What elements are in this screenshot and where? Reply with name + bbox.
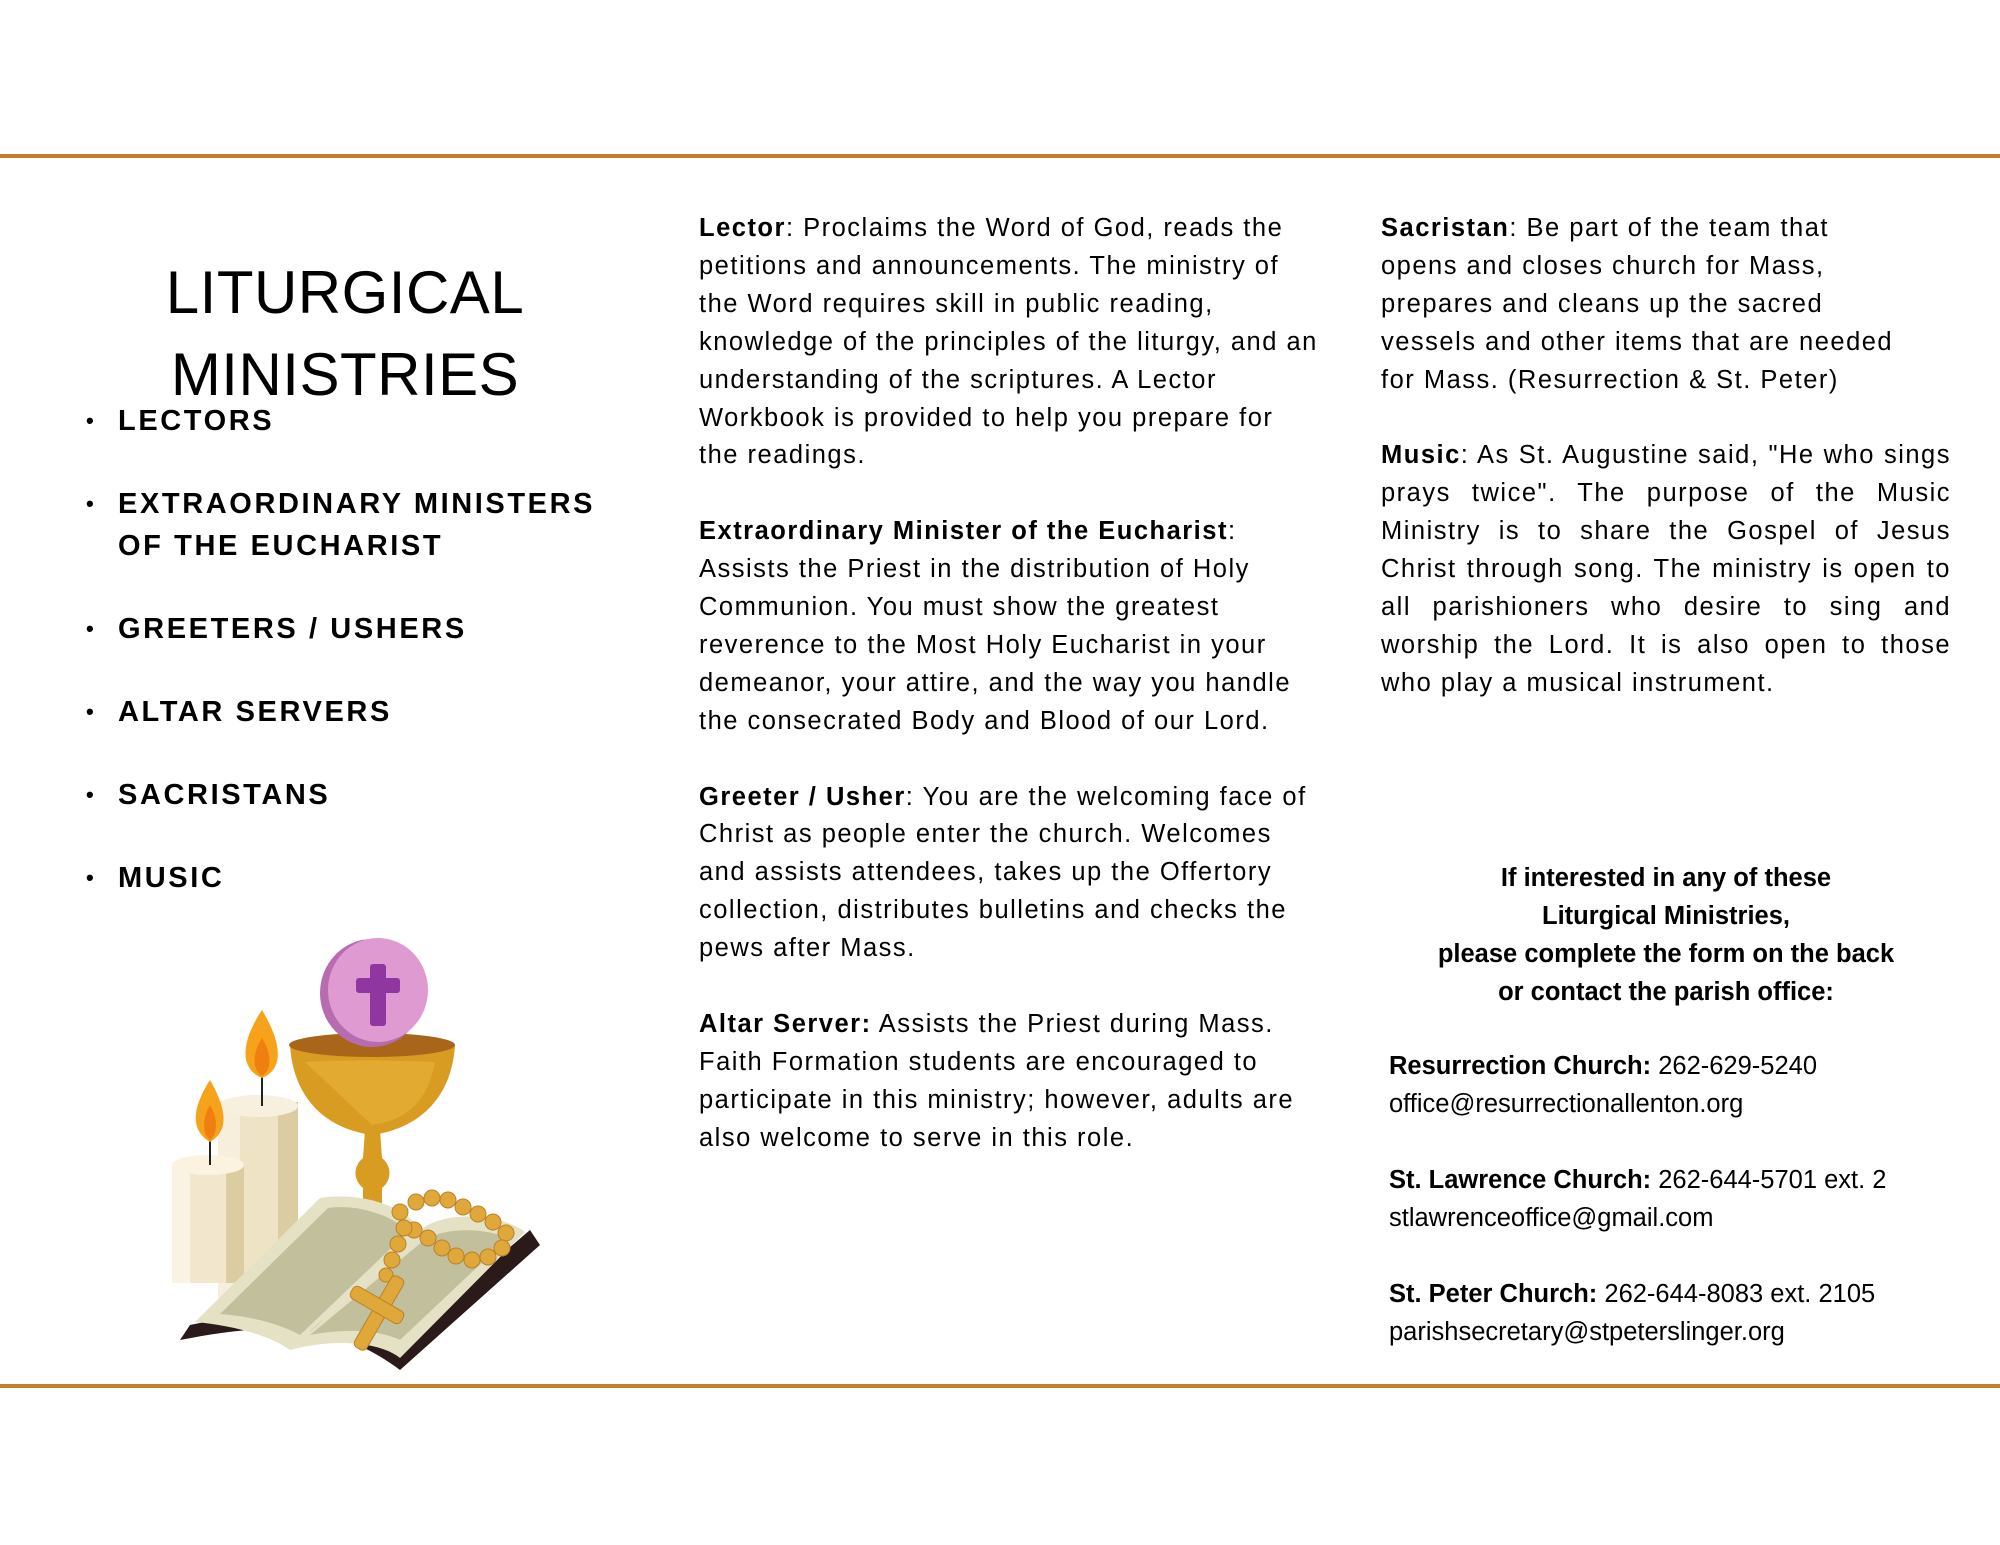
list-item-label: MUSIC: [118, 862, 225, 894]
bullet-icon: •: [86, 782, 97, 807]
chalice-icon: [289, 1033, 455, 1212]
description-text: Assists the Priest in the distribution of Holy Communion. You must show the greatest reverence to the Most Holy Eucharist in your demeanor, your attire, and the way you handle the consecrated Body and Blood of our Lord.: [699, 555, 1292, 735]
top-divider-rule: [0, 154, 2000, 158]
ministries-list: [80, 400, 640, 940]
list-item-extraordinary-ministers: [80, 483, 640, 567]
bullet-icon: •: [86, 865, 97, 890]
description-text: Be part of the team that opens and closes church for Mass, prepares and cleans up the sacred vessels and other items that are needed for Mass. (Resurrection & St. Peter): [1381, 214, 1894, 394]
church-name: Resurrection Church:: [1389, 1052, 1652, 1080]
page-title: [100, 252, 590, 416]
term-extraordinary-minister: Extraordinary Minister of the Eucharist: [699, 517, 1228, 546]
list-item-label-continued: OF THE EUCHARIST: [118, 530, 444, 562]
list-item-lectors: [80, 400, 640, 442]
description-text: Assists the Priest during Mass. Faith Formation students are encouraged to participate in this ministry; however, adults are also welcome to serve in this role.: [699, 1009, 1295, 1152]
term-altar-server: Altar Server:: [699, 1009, 872, 1038]
title-line-2: MINISTRIES: [170, 341, 520, 409]
description-altar-server: [699, 1006, 1319, 1158]
term-greeter-usher: Greeter / Usher: [699, 782, 906, 811]
host-cross-icon: [320, 938, 428, 1047]
church-email[interactable]: parishsecretary@stpeterslinger.org: [1389, 1318, 1785, 1346]
bullet-icon: •: [86, 699, 97, 724]
ministry-descriptions-middle: [699, 210, 1319, 1196]
description-extraordinary-minister: Extraordinary Minister of the Eucharist: Assists the Priest in the distribution of Holy Communion. You must show the greatest reverence to the Most Holy Eucharist in your demeanor, your attire, and the way you handle the consecrated Body and Blood of our Lord.: [699, 517, 1292, 735]
communion-illustration: [160, 930, 540, 1370]
call-to-action: If interested in any of these Liturgical Ministries, please complete the form on the back or contact the parish office:: [1437, 864, 1895, 1006]
church-phone[interactable]: 262-644-5701 ext. 2: [1651, 1166, 1887, 1194]
bullet-icon: •: [86, 491, 97, 516]
description-sacristan: Sacristan: Be part of the team that opens and closes church for Mass, prepares and cleans up the sacred vessels and other items that are needed for Mass. (Resurrection & St. Peter): [1381, 214, 1894, 394]
title-line-1: LITURGICAL: [165, 259, 525, 327]
contact-st-peter: [1389, 1275, 1989, 1351]
list-item-label: GREETERS / USHERS: [118, 613, 467, 645]
bullet-icon: •: [86, 408, 97, 433]
list-item-label: ALTAR SERVERS: [118, 696, 392, 728]
term-lector: Lector: [699, 214, 786, 242]
description-music: Music: As St. Augustine said, "He who sings prays twice". The purpose of the Music Ministry is to share the Gospel of Jesus Christ through song. The ministry is open to all parishioners who desire to sing and worship the Lord. It is also open to those who play a musical instrument.: [1381, 441, 1951, 697]
contact-st-lawrence: [1389, 1161, 1989, 1237]
list-item-label: LECTORS: [118, 405, 275, 437]
list-item-greeters-ushers: [80, 608, 640, 650]
description-greeter-usher: Greeter / Usher: You are the welcoming face of Christ as people enter the church. Welcomes and assists attendees, takes up the Offertory collection, distributes bulletins and checks the pews after Mass.: [699, 782, 1307, 963]
list-item-sacristans: [80, 774, 640, 816]
church-name: St. Peter Church:: [1389, 1280, 1598, 1308]
description-text: Proclaims the Word of God, reads the petitions and announcements. The ministry of the Word requires skill in public reading, knowledge of the principles of the liturgy, and an understanding of the scriptures. A Lector Workbook is provided to help you prepare for the readings.: [699, 214, 1318, 470]
list-item-label: EXTRAORDINARY MINISTERS: [118, 488, 596, 520]
church-email[interactable]: stlawrenceoffice@gmail.com: [1389, 1204, 1714, 1232]
description-text: You are the welcoming face of Christ as people enter the church. Welcomes and assists attendees, takes up the Offertory collection, distributes bulletins and checks the pews after Mass.: [699, 782, 1307, 963]
description-lector: Lector: Proclaims the Word of God, reads the petitions and announcements. The ministry of the Word requires skill in public reading, knowledge of the principles of the liturgy, and an understanding of the scriptures. A Lector Workbook is provided to help you prepare for the readings.: [699, 214, 1318, 470]
parish-contacts: [1389, 1047, 1989, 1389]
description-text: As St. Augustine said, "He who sings prays twice". The purpose of the Music Ministry is to share the Gospel of Jesus Christ through song. The ministry is open to all parishioners who desire to sing and worship the Lord. It is also open to those who play a musical instrument.: [1381, 441, 1951, 697]
list-item-music: [80, 857, 640, 899]
term-sacristan: Sacristan: [1381, 214, 1510, 242]
term-music: Music: [1381, 441, 1461, 470]
bullet-icon: •: [86, 616, 97, 641]
list-item-altar-servers: [80, 691, 640, 733]
church-phone[interactable]: 262-644-8083 ext. 2105: [1597, 1280, 1876, 1308]
contact-resurrection: [1389, 1047, 1989, 1123]
church-name: St. Lawrence Church:: [1389, 1166, 1652, 1194]
church-email[interactable]: office@resurrectionallenton.org: [1389, 1090, 1744, 1118]
list-item-label: SACRISTANS: [118, 779, 331, 811]
church-phone[interactable]: 262-629-5240: [1651, 1052, 1818, 1080]
ministry-descriptions-right: [1381, 210, 1951, 741]
